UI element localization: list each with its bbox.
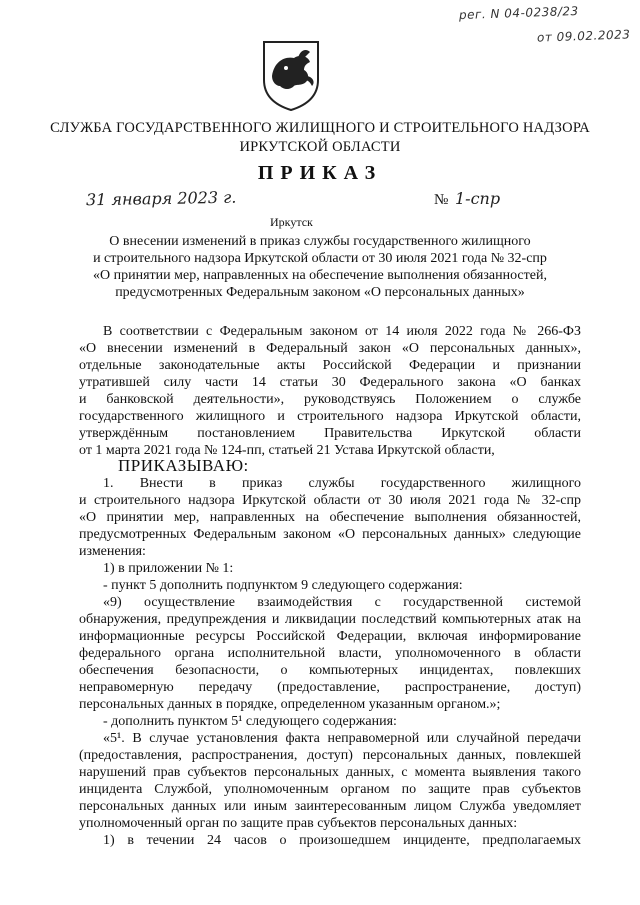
body-line: нарушений прав субъектов персональных данных, с момента выявления такого xyxy=(79,765,581,780)
document-title: ПРИКАЗ xyxy=(257,162,383,184)
body-line: персональных данных в порядке, определенном указанным органом.»; xyxy=(79,697,501,712)
order-date: 31 января 2023 г. xyxy=(85,187,237,210)
city: Иркутск xyxy=(270,215,313,229)
body-line: 1) в приложении № 1: xyxy=(103,561,234,576)
preamble-line: от 1 марта 2021 года № 124-пп, статьей 21 Устава Иркутской области, xyxy=(79,443,495,458)
body-line: инцидента Службой, уполномоченным органом по защите прав субъектов xyxy=(79,782,581,797)
body-line: неправомерную передачу (предоставление, распространение, доступ) xyxy=(79,680,581,695)
agency-name-line2: ИРКУТСКОЙ ОБЛАСТИ xyxy=(239,139,401,155)
body-line: 1. Внести в приказ службы государственного жилищного xyxy=(103,476,581,491)
body-line: - пункт 5 дополнить подпунктом 9 следующего содержания: xyxy=(103,578,463,593)
preamble-line: отдельные законодательные акты Российской Федерации и признании xyxy=(79,358,581,373)
coat-of-arms-emblem xyxy=(258,36,324,112)
subject-line: «О принятии мер, направленных на обеспечение выполнения обязанностей, xyxy=(93,268,547,283)
orders-heading: ПРИКАЗЫВАЮ: xyxy=(118,456,249,475)
preamble-line: и банковской деятельности», руководствуясь Положением о службе xyxy=(79,392,581,407)
body-line: предусмотренных Федеральным законом «О персональных данных» следующие xyxy=(79,527,581,542)
preamble-line: утратившей силу части 14 статьи 30 Федерального закона «О банках xyxy=(79,375,581,390)
body-line: обеспечения безопасности, о компьютерных инцидентах, повлекших xyxy=(79,663,581,678)
body-line: (предоставления, распространения, доступ) персональных данных, повлекшей xyxy=(79,748,581,763)
body-line: - дополнить пунктом 5¹ следующего содержания: xyxy=(103,714,397,729)
body-line: уполномоченный орган по защите прав субъектов персональных данных: xyxy=(79,816,518,831)
preamble-line: государственного жилищного и строительного надзора Иркутской области, xyxy=(79,409,581,424)
body-line: «О принятии мер, направленных на обеспечение выполнения обязанностей, xyxy=(79,510,581,525)
body-line: персональных данных или иным заинтересованным лицом Служба уведомляет xyxy=(79,799,581,814)
order-number-label: № xyxy=(434,192,449,208)
body-line: и строительного надзора Иркутской области от 30 июля 2021 года № 32-спр xyxy=(79,493,581,508)
body-line: информационные ресурсы Российской Федерации, включая информирование xyxy=(79,629,581,644)
agency-name-line1: СЛУЖБА ГОСУДАРСТВЕННОГО ЖИЛИЩНОГО И СТРОИТЕЛЬНОГО НАДЗОРА xyxy=(50,120,590,136)
body-line: обнаружения, предупреждения и ликвидации последствий компьютерных атак на xyxy=(79,612,581,627)
body-line: 1) в течении 24 часов о произошедшем инциденте, предполагаемых xyxy=(103,833,581,848)
order-number: 1-спр xyxy=(455,189,501,208)
preamble-line: утверждённым постановлением Правительства Иркутской области xyxy=(79,426,581,441)
preamble-line: «О внесении изменений в Федеральный закон «О персональных данных», xyxy=(79,341,581,356)
body-line: изменения: xyxy=(79,544,146,559)
body-line: «9) осуществление взаимодействия с государственной системой xyxy=(103,595,581,610)
registration-date: от 09.02.2023 xyxy=(536,27,631,45)
body-line: «5¹. В случае установления факта неправомерной или случайной передачи xyxy=(103,731,581,746)
subject-line: и строительного надзора Иркутской области от 30 июля 2021 года № 32-спр xyxy=(93,251,547,266)
registration-number: рег. N 04-0238/23 xyxy=(458,3,579,23)
preamble-line: В соответствии с Федеральным законом от 14 июля 2022 года № 266-ФЗ xyxy=(103,324,581,339)
body-line: федерального органа исполнительной власти, уполномоченного в области xyxy=(79,646,581,661)
subject-line: О внесении изменений в приказ службы государственного жилищного xyxy=(109,234,531,249)
subject-line: предусмотренных Федеральным законом «О персональных данных» xyxy=(115,285,525,300)
